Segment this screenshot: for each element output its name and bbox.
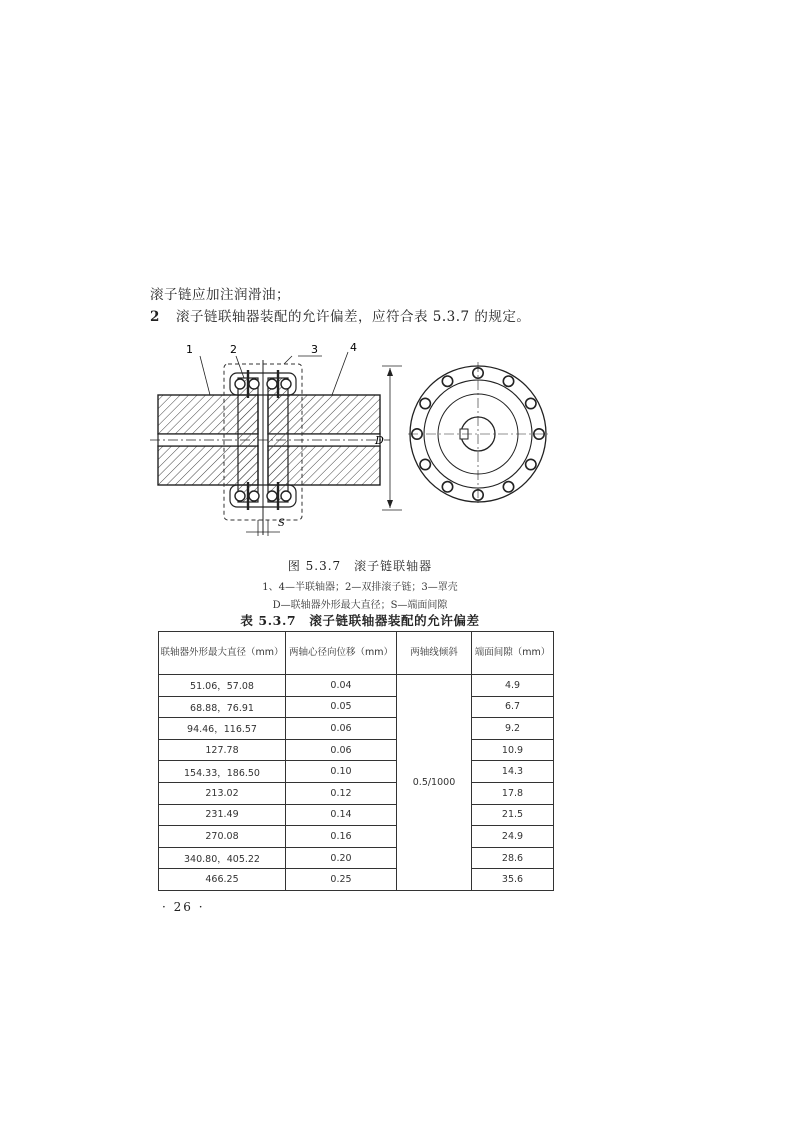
table-row [159, 696, 554, 718]
figure-caption: 图 5.3.7 滚子链联轴器 [287, 559, 433, 573]
cell-gap: 6.7 [472, 696, 554, 718]
cell-radial: 0.14 [286, 804, 397, 826]
cell-diameter: 127.78 [159, 739, 286, 761]
body-text-line-2 [150, 305, 530, 325]
cell-gap: 28.6 [472, 847, 554, 869]
table-row [159, 804, 554, 826]
table-title: 表 5.3.7 滚子链联轴器装配的允许偏差 [240, 613, 480, 628]
callout-4: 4 [350, 341, 357, 354]
header-radial: 两轴心径向位移（mm） [286, 632, 397, 675]
cell-radial: 0.16 [286, 826, 397, 848]
cell-radial: 0.12 [286, 782, 397, 804]
coupling-drawing [150, 340, 570, 545]
table-header-row [159, 632, 554, 675]
cell-gap: 14.3 [472, 761, 554, 783]
cell-tilt: 0.5/1000 [397, 675, 472, 891]
cell-gap: 24.9 [472, 826, 554, 848]
cell-diameter: 270.08 [159, 826, 286, 848]
table-row [159, 847, 554, 869]
cell-diameter: 51.06，57.08 [159, 675, 286, 697]
cell-radial: 0.06 [286, 718, 397, 740]
body-text-line-1: 滚子链应加注润滑油； [150, 287, 290, 303]
cell-gap: 4.9 [472, 675, 554, 697]
table-row [159, 718, 554, 740]
cell-gap: 17.8 [472, 782, 554, 804]
figure-legend-1: 1、4—半联轴器；2—双排滚子链；3—罩壳 [262, 582, 458, 593]
cell-gap: 10.9 [472, 739, 554, 761]
table-row [159, 826, 554, 848]
header-diameter: 联轴器外形最大直径（mm） [159, 632, 286, 675]
table-row [159, 761, 554, 783]
clause-number: 2 [150, 309, 160, 325]
dimension-S-label: S [278, 518, 285, 529]
callout-1: 1 [186, 343, 193, 356]
clause-text: 滚子链联轴器装配的允许偏差，应符合表 5.3.7 的规定。 [176, 309, 531, 325]
header-gap: 端面间隙（mm） [472, 632, 554, 675]
cell-radial: 0.04 [286, 675, 397, 697]
cell-gap: 35.6 [472, 869, 554, 891]
callout-2: 2 [230, 343, 237, 356]
header-tilt: 两轴线倾斜 [397, 632, 472, 675]
cell-diameter: 154.33，186.50 [159, 761, 286, 783]
cell-radial: 0.10 [286, 761, 397, 783]
cell-radial: 0.06 [286, 739, 397, 761]
page-number: · 26 · [162, 900, 205, 914]
cell-diameter: 68.88，76.91 [159, 696, 286, 718]
deviation-table [158, 631, 554, 891]
table-row [159, 675, 554, 697]
dimension-D-label: D [375, 434, 384, 447]
table-row [159, 782, 554, 804]
table-row [159, 739, 554, 761]
cell-diameter: 94.46，116.57 [159, 718, 286, 740]
callout-3: 3 [311, 343, 318, 356]
cell-diameter: 466.25 [159, 869, 286, 891]
figure-legend-2: D—联轴器外形最大直径；S—端面间隙 [272, 600, 448, 611]
cell-diameter: 340.80，405.22 [159, 847, 286, 869]
coupling-end-view [408, 362, 548, 506]
cell-gap: 9.2 [472, 718, 554, 740]
cell-radial: 0.05 [286, 696, 397, 718]
cell-radial: 0.20 [286, 847, 397, 869]
cell-diameter: 213.02 [159, 782, 286, 804]
cell-radial: 0.25 [286, 869, 397, 891]
cell-diameter: 231.49 [159, 804, 286, 826]
table-row [159, 869, 554, 891]
cell-gap: 21.5 [472, 804, 554, 826]
